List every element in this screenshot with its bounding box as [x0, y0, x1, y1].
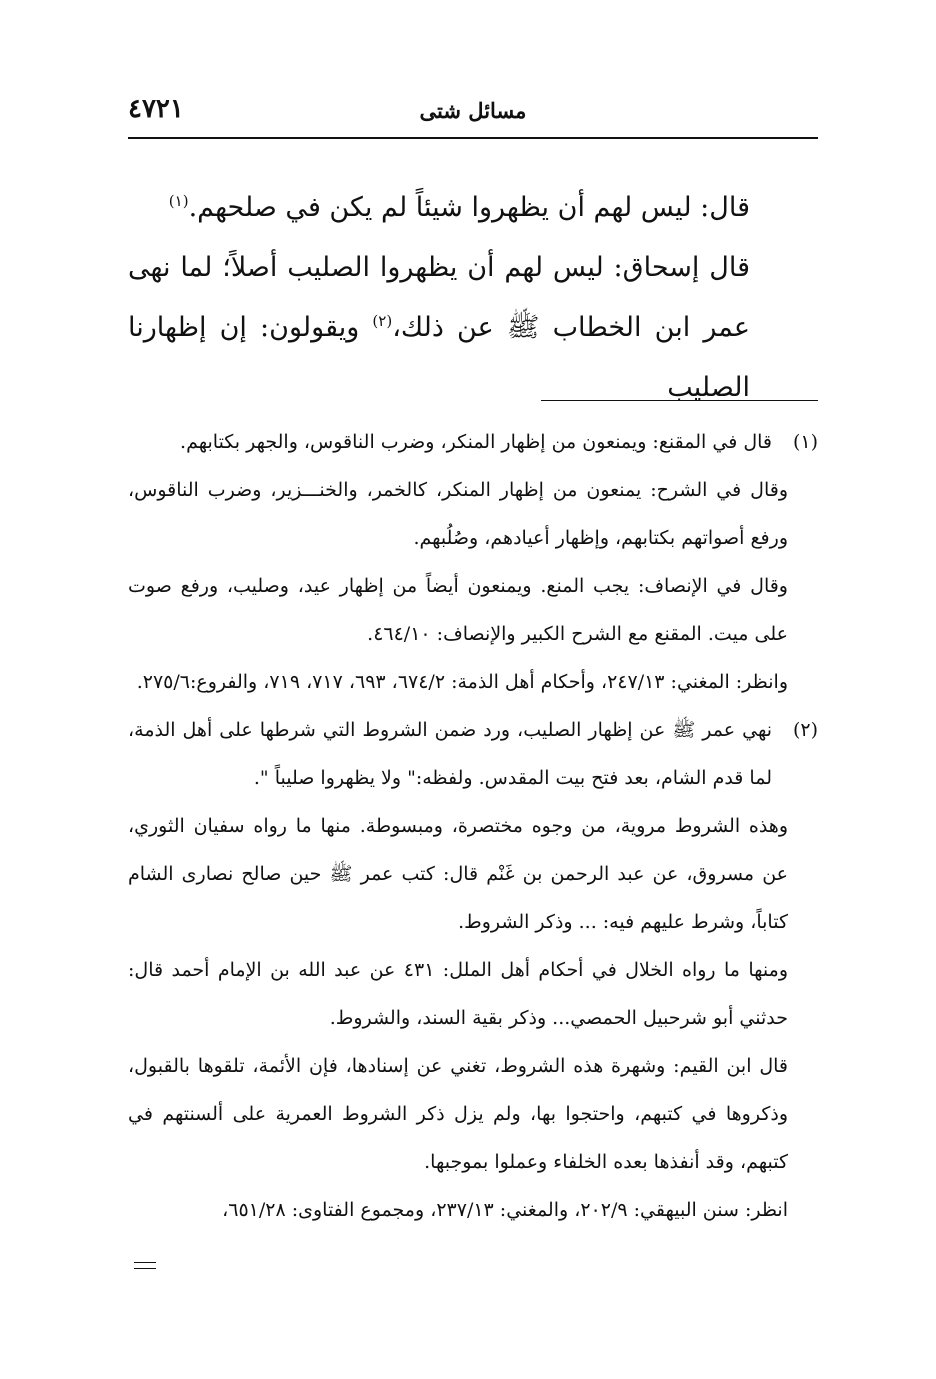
- main-paragraph-text: قال: ليس لهم أن يظهروا شيئاً لم يكن في صلحهم.: [188, 192, 750, 223]
- footnote: [128, 706, 818, 1234]
- main-paragraph: [128, 178, 750, 238]
- footnote-paragraph: نهي عمر ﷺ عن إظهار الصليب، ورد ضمن الشروط التي شرطها على أهل الذمة، لما قدم الشام، بعد فتح بيت المقدس. ولفظه:" ولا يظهروا صليباً ".: [128, 719, 772, 789]
- footnote-paragraph: انظر: سنن البيهقي: ٢٠٢/٩، والمغني: ٢٣٧/١٣، ومجموع الفتاوى: ٦٥١/٢٨،: [222, 1199, 788, 1221]
- footnote-paragraph: وقال في الإنصاف: يجب المنع. ويمنعون أيضاً من إظهار عيد، وصليب، ورفع صوت على ميت. المقنع مع الشرح الكبير والإنصاف: ٤٦٤/١٠.: [128, 575, 788, 645]
- page-number: ٤٧٢١: [128, 94, 184, 124]
- footnote-paragraph: قال في المقنع: ويمنعون من إظهار المنكر، وضرب الناقوس، والجهر بكتابهم.: [180, 431, 772, 453]
- main-paragraph-text: ويقولون: إن إظهارنا الصليب: [128, 312, 750, 403]
- page-header: [128, 92, 818, 132]
- footnote-reference: (١): [168, 192, 189, 210]
- footnotes: [128, 418, 818, 1234]
- footnote-paragraph: وهذه الشروط مروية، من وجوه مختصرة، ومبسوطة. منها ما رواه سفيان الثوري، عن مسروق، عن عبد الرحمن بن غَنْم قال: كتب عمر ﷺ حين صالح نصارى الشام كتاباً، وشرط عليهم فيه: ... وذكر الشروط.: [128, 815, 788, 933]
- footnote-paragraph: وقال في الشرح: يمنعون من إظهار المنكر، كالخمر، والخنـــزير، وضرب الناقوس، ورفع أصواتهم بكتابهم، وإظهار أعيادهم، وصُلُبهم.: [128, 479, 788, 549]
- footnote-paragraph: قال ابن القيم: وشهرة هذه الشروط، تغني عن إسنادها، فإن الأئمة، تلقوها بالقبول، وذكروها في كتبهم، واحتجوا بها، ولم يزل ذكر الشروط العمرية على ألسنتهم في كتبهم، وقد أنفذها بعده الخلفاء وعملوا بموجبها.: [128, 1055, 788, 1173]
- main-paragraph: [128, 238, 750, 418]
- footnote-paragraph: ومنها ما رواه الخلال في أحكام أهل الملل: ٤٣١ عن عبد الله بن الإمام أحمد قال: حدثني أبو شرحبيل الحمصي... وذكر بقية السند، والشروط.: [128, 959, 788, 1029]
- header-rule: [128, 137, 818, 139]
- footnote-reference: (٢): [372, 312, 393, 330]
- running-title: مسائل شتى: [419, 98, 527, 123]
- continuation-mark: [134, 1262, 156, 1270]
- footnote-number: (١): [792, 431, 818, 453]
- footnote-number: (٢): [792, 719, 818, 741]
- main-paragraph-text: قال إسحاق: ليس لهم أن يظهروا الصليب أصلاً؛ لما نهى عمر ابن الخطاب ﷺ عن ذلك،: [128, 252, 750, 343]
- footnote: [128, 418, 818, 706]
- footnote-paragraph: وانظر: المغني: ٢٤٧/١٣، وأحكام أهل الذمة: ٦٧٤/٢، ٦٩٣، ٧١٧، ٧١٩، والفروع:٢٧٥/٦.: [136, 671, 788, 693]
- footnote-separator: [541, 400, 818, 401]
- main-text: [128, 178, 750, 418]
